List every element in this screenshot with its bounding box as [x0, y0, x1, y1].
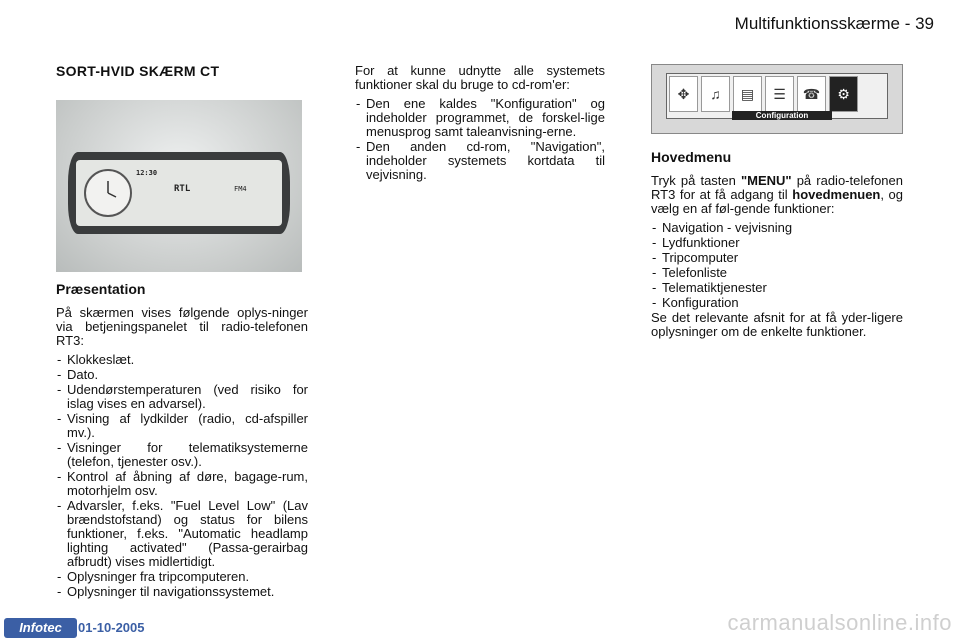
screen-time: 12:30	[136, 169, 158, 177]
middle-column	[355, 64, 605, 183]
audio-icon: ♫	[701, 76, 730, 112]
phone-list-icon: ☰	[765, 76, 794, 112]
text-mid: på radio-telefonen RT3 for at få adgang til	[651, 173, 903, 202]
configuration-icon: ⚙	[829, 76, 858, 112]
list-item: - Lydfunktioner	[651, 236, 903, 250]
list-item: - Tripcomputer	[651, 251, 903, 265]
list-item: - Navigation - vejvisning	[651, 221, 903, 235]
right-column	[651, 64, 903, 344]
intro-text: På skærmen vises følgende oplys-ninger via betjeningspanelet til radio-telefonen RT3:	[56, 305, 308, 348]
outro-text: Se det relevante afsnit for at få yder-ligere oplysninger om de enkelte funktioner.	[651, 310, 903, 339]
feature-list	[56, 353, 308, 599]
text-before: Tryk på tasten	[651, 173, 741, 188]
list-item: - Visninger for telematiksystemerne (telefon, tjenester osv.).	[56, 441, 308, 469]
page-header: Multifunktionsskærme - 39	[734, 14, 934, 33]
list-item: - Udendørstemperaturen (ved risiko for islag vises en advarsel).	[56, 383, 308, 411]
text-after: , og vælg en af føl-gende funktioner:	[651, 187, 903, 216]
section-title: SORT-HVID SKÆRM CT	[56, 63, 220, 79]
configuration-screen	[651, 64, 903, 134]
list-item: - Oplysninger fra tripcomputeren.	[56, 570, 308, 584]
function-list	[651, 221, 903, 310]
display-photo	[56, 100, 302, 272]
main-menu-term: hovedmenuen	[792, 187, 881, 202]
list-item: - Den ene kaldes "Konfiguration" og indeholder programmet, de forskel-lige menusprog samt taleanvisning-erne.	[355, 97, 605, 139]
infotec-badge: Infotec	[4, 618, 77, 638]
list-item: - Kontrol af åbning af døre, bagage-rum, motorhjelm osv.	[56, 470, 308, 498]
configuration-label: Configuration	[732, 111, 832, 120]
cdrom-intro: For at kunne udnytte alle systemets funktioner skal du bruge to cd-rom'er:	[355, 63, 605, 92]
subtitle-presentation: Præsentation	[56, 281, 146, 297]
navigation-icon: ✥	[669, 76, 698, 112]
footer-date: 01-10-2005	[78, 620, 145, 635]
list-item: - Telefonliste	[651, 266, 903, 280]
list-item: - Den anden cd-rom, "Navigation", indeholder systemets kortdata til vejvisning.	[355, 140, 605, 182]
screen-station: RTL	[174, 184, 191, 194]
main-menu-text	[651, 174, 903, 216]
list-item: - Klokkeslæt.	[56, 353, 308, 367]
watermark: carmanualsonline.info	[727, 610, 952, 635]
list-item: - Oplysninger til navigationssystemet.	[56, 585, 308, 599]
dashboard-frame	[68, 152, 290, 234]
list-item: - Telematiktjenester	[651, 281, 903, 295]
analog-clock-icon	[84, 169, 132, 217]
subtitle-main-menu: Hovedmenu	[651, 149, 732, 165]
list-item: - Visning af lydkilder (radio, cd-afspiller mv.).	[56, 412, 308, 440]
menu-key: "MENU"	[740, 173, 792, 188]
screen-frequency: FM4	[234, 185, 247, 193]
list-item: - Dato.	[56, 368, 308, 382]
cdrom-list	[355, 97, 605, 182]
display-screen	[76, 160, 282, 226]
left-column	[56, 64, 308, 600]
list-item: - Advarsler, f.eks. "Fuel Level Low" (Lav brændstofstand) og status for bilens funktioner, f.eks. "Automatic headlamp lighting activated" (Passa-gerairbag afbrudt) vises midlertidigt.	[56, 499, 308, 569]
telematics-icon: ☎	[797, 76, 826, 112]
list-item: - Konfiguration	[651, 296, 903, 310]
trip-computer-icon: ▤	[733, 76, 762, 112]
